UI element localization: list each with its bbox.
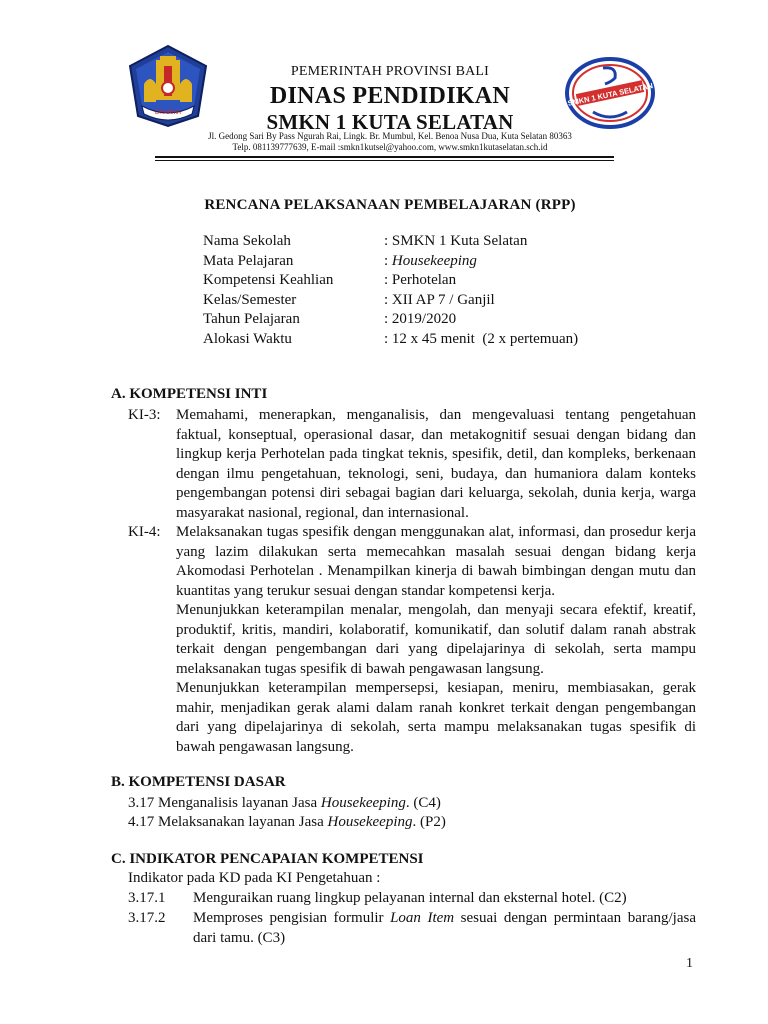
identity-key: Nama Sekolah [203, 233, 291, 249]
page-number: 1 [686, 956, 693, 971]
letterhead-school: SMKN 1 KUTA SELATAN [266, 110, 514, 134]
ki-3-text: Memahami, menerapkan, menganalisis, dan mengevaluasi tentang pengetahuan faktual, konseptual, operasional dasar, dan metakognitif sesuai dengan bidang dan lingkup kerja Perhotelan pada tingkat teknis, spesifik, detil, dan kompleks, berkenaan dengan ilmu pengetahuan, teknologi, seni, budaya, dan humaniora dalam konteks pengembangan potensi diri sebagai bagian dari keluarga, sekolah, dunia kerja, warga masyarakat nasional, regional, dan internasional. [176, 407, 696, 521]
section-c-heading: C. INDIKATOR PENCAPAIAN KOMPETENSI [111, 851, 424, 867]
ki-3-label: KI-3: [128, 407, 161, 423]
indicator-3-17-1 [128, 889, 696, 909]
identity-value: : SMKN 1 Kuta Selatan [384, 233, 528, 249]
section-b-heading: B. KOMPETENSI DASAR [111, 774, 286, 790]
identity-row [203, 271, 578, 291]
identity-key: Mata Pelajaran [203, 252, 294, 269]
ki-4-paragraph-2: Menunjukkan keterampilan menalar, mengolah, dan menyaji secara efektif, kreatif, produktif, kritis, mandiri, kolaboratif, komunikatif, dan solutif dalam ranah abstrak terkait dengan pengembangan dari yang dipelajarinya di sekolah, serta mampu melaksanakan tugas spesifik di bawah pengawasan langsung. [176, 602, 696, 677]
identity-value: : 12 x 45 menit (2 x pertemuan) [384, 330, 579, 347]
ki-4-block [128, 523, 696, 757]
identity-table [203, 232, 578, 349]
letterhead-government: PEMERINTAH PROVINSI BALI [290, 64, 490, 79]
letterhead-rule-thick [155, 156, 614, 158]
identity-value: : Perhotelan [384, 272, 457, 288]
identity-value: : 2019/2020 [384, 311, 457, 327]
letterhead-address: Jl. Gedong Sari By Pass Ngurah Rai, Lingk. Br. Mumbul, Kel. Benoa Nusa Dua, Kuta Selatan 80363 [208, 131, 572, 141]
identity-key: Kompetensi Keahlian [203, 272, 334, 288]
svg-text:SMKN 1 KUTA SELATAN: SMKN 1 KUTA SELATAN [566, 81, 654, 108]
ki-4-label: KI-4: [128, 524, 161, 540]
identity-value: : XII AP 7 / Ganjil [384, 291, 495, 308]
kd-4-17: 4.17 Melaksanakan layanan Jasa Housekeeping. (P2) [128, 814, 446, 830]
indicator-text: Menguraikan ruang lingkup pelayanan internal dan eksternal hotel. (C2) [193, 890, 627, 906]
indicator-code: 3.17.2 [128, 910, 166, 926]
letterhead-contact: Telp. 081139777639, E-mail :smkn1kutsel@yahoo.com, www.smkn1kutaselatan.sch.id [232, 142, 548, 152]
svg-text:DHARMA: DHARMA [154, 110, 182, 116]
kd-3-17: 3.17 Menganalisis layanan Jasa Housekeeping. (C4) [128, 795, 441, 811]
identity-key: Alokasi Waktu [203, 330, 292, 347]
identity-row [203, 291, 578, 311]
identity-row [203, 232, 578, 252]
identity-row [203, 310, 578, 330]
letterhead-rule-thin [155, 160, 614, 161]
letterhead-address-block [150, 131, 630, 153]
indicator-code: 3.17.1 [128, 890, 166, 906]
indicator-intro: Indikator pada KD pada KI Pengetahuan : [128, 870, 381, 886]
letterhead-department: DINAS PENDIDIKAN [269, 83, 511, 109]
ki-4-paragraph-1: Melaksanakan tugas spesifik dengan menggunakan alat, informasi, dan prosedur kerja yang lazim dilakukan serta memecahkan masalah sesuai dengan bidang kerja Akomodasi Perhotelan . Menampilkan kinerja di bawah bimbingan dengan mutu dan kuantitas yang terukur sesuai dengan standar kompetensi kerja. [176, 524, 696, 599]
indicator-3-17-2 [128, 909, 696, 948]
identity-key: Kelas/Semester [203, 291, 297, 308]
letterhead [190, 64, 590, 134]
section-a-heading: A. KOMPETENSI INTI [111, 386, 268, 402]
ki-4-paragraph-3: Menunjukkan keterampilan mempersepsi, kesiapan, meniru, membiasakan, gerak mahir, menjadikan gerak alami dalam ranah konkret terkait dengan pengembangan dari yang dipelajarinya di sekolah, serta mampu melaksanakan tugas spesifik di bawah pengawasan langsung. [176, 680, 696, 755]
identity-value: : Housekeeping [384, 252, 477, 269]
identity-row [203, 330, 578, 350]
document-title: RENCANA PELAKSANAAN PEMBELAJARAN (RPP) [204, 197, 576, 213]
ki-3-block [128, 406, 696, 523]
identity-row [203, 252, 578, 272]
indicator-text: Memproses pengisian formulir Loan Item sesuai dengan permintaan barang/jasa dari tamu. (C3) [193, 910, 696, 946]
identity-key: Tahun Pelajaran [203, 311, 300, 327]
